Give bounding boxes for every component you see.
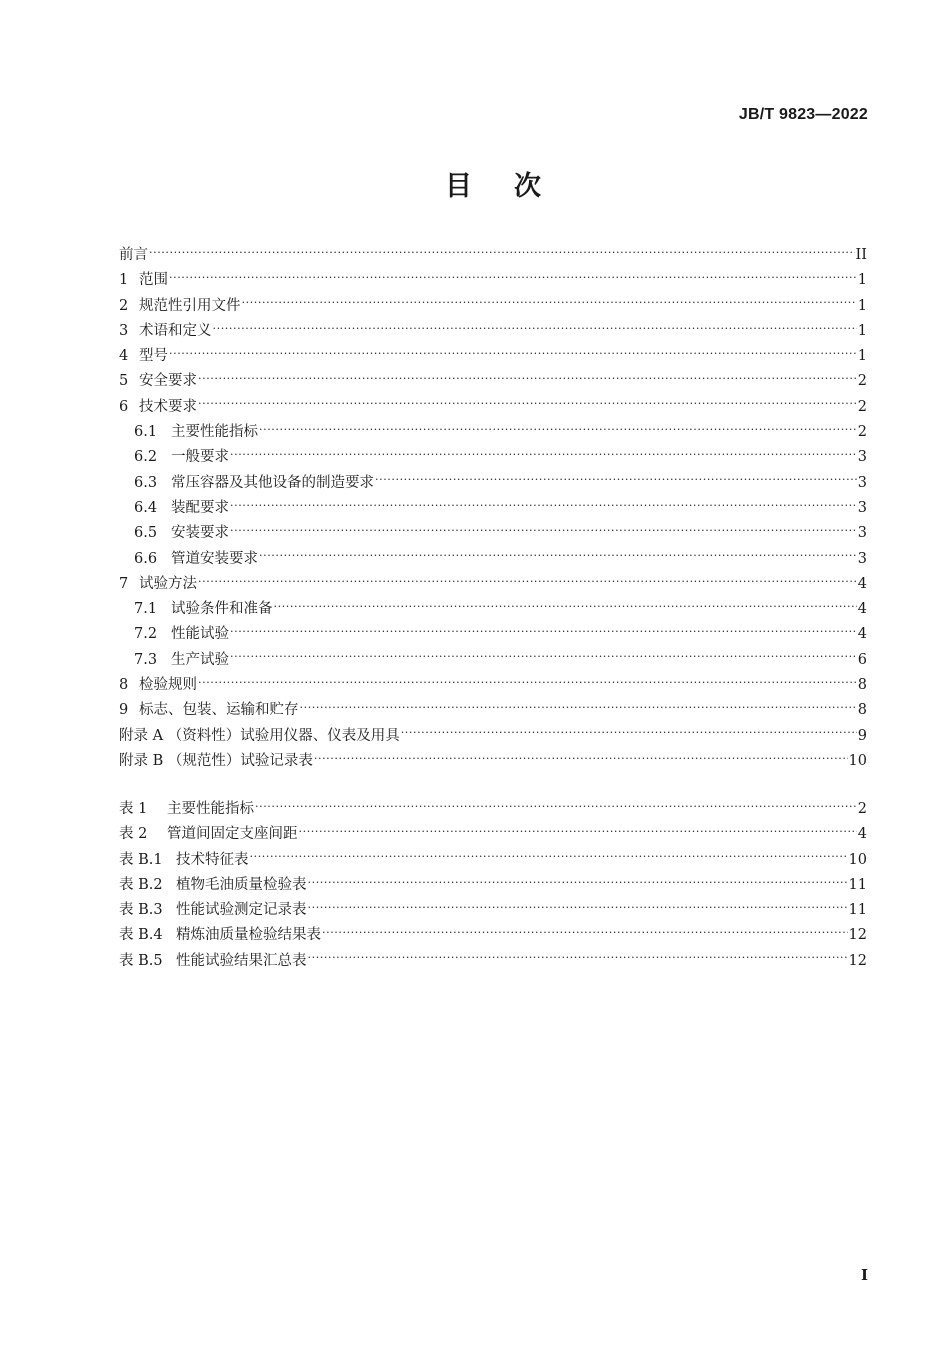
dot-leader — [375, 475, 857, 487]
toc-entry-page: 2 — [857, 801, 867, 817]
toc-entry[interactable] — [119, 294, 867, 319]
dot-leader — [274, 601, 857, 613]
toc-entry-label: 精炼油质量检验结果表 — [176, 927, 321, 944]
toc-entry[interactable] — [119, 848, 867, 873]
toc-entry[interactable] — [119, 420, 867, 445]
page-number: I — [860, 1266, 868, 1284]
toc-entry-page: 1 — [857, 322, 867, 339]
toc-entry-number: 表 B.5 — [119, 952, 163, 969]
toc-entry-label: 生产试验 — [171, 651, 229, 668]
toc-entry-page: 10 — [848, 851, 867, 868]
dot-leader — [259, 551, 857, 563]
toc-entry-page: 1 — [857, 272, 867, 289]
toc-entry[interactable] — [119, 344, 867, 369]
toc-entry[interactable] — [119, 698, 867, 723]
toc-entry[interactable] — [119, 822, 867, 847]
toc-entry-label: 装配要求 — [171, 499, 229, 516]
toc-entry-number: 表 1 — [119, 801, 148, 817]
toc-entry[interactable] — [119, 572, 867, 597]
toc-entry-page: 10 — [848, 752, 867, 769]
toc-entry-page: 2 — [857, 373, 867, 390]
toc-entry-page: 3 — [857, 525, 867, 542]
toc-entry-page: 12 — [848, 952, 867, 969]
toc-entry-number: 1 — [119, 272, 129, 289]
toc-entry[interactable] — [119, 521, 867, 546]
toc-entry-number: 6.5 — [134, 525, 158, 542]
dot-leader — [230, 449, 857, 461]
toc-entry-number: 3 — [119, 322, 129, 339]
toc-entry-page: 3 — [857, 550, 867, 567]
toc-entry-label: 一般要求 — [171, 449, 229, 466]
dot-leader — [169, 272, 857, 284]
toc-entry-page: 6 — [857, 651, 867, 668]
toc-entry[interactable] — [119, 547, 867, 572]
toc-entry-label: 安全要求 — [139, 373, 197, 390]
toc-entry-page: 2 — [857, 424, 867, 441]
toc-entry-label: 性能试验 — [171, 626, 229, 643]
toc-entry-label: 主要性能指标 — [171, 424, 258, 441]
toc-entry-number: 8 — [119, 677, 129, 694]
toc-entry-label: 性能试验结果汇总表 — [176, 952, 307, 969]
toc-entry-label: 管道间固定支座间距 — [167, 826, 298, 843]
dot-leader — [314, 753, 848, 765]
toc-entry-number: 6.1 — [134, 424, 158, 441]
title-char-2: 次 — [514, 171, 541, 202]
toc-entry-number: 表 2 — [119, 826, 148, 843]
dot-leader — [259, 424, 857, 436]
toc-entry-page: 9 — [857, 727, 867, 744]
toc-entry-label: 型号 — [139, 348, 168, 365]
toc-entry-label: 规范性引用文件 — [139, 297, 241, 314]
toc-entry-label: 附录 A （资料性）试验用仪器、仪表及用具 — [119, 727, 400, 744]
toc-entry-page: 4 — [857, 826, 867, 843]
toc-entry[interactable] — [119, 395, 867, 420]
toc-entry[interactable] — [119, 923, 867, 948]
toc-entry[interactable] — [119, 898, 867, 923]
toc-entry-number: 6.2 — [134, 449, 158, 466]
dot-leader — [401, 728, 857, 740]
toc-entry-number: 表 B.4 — [119, 927, 163, 944]
dot-leader — [198, 576, 857, 588]
toc-entry-number: 9 — [119, 702, 129, 719]
dot-leader — [149, 247, 855, 259]
dot-leader — [169, 348, 857, 360]
toc-entry[interactable] — [119, 445, 867, 470]
dot-leader — [308, 877, 848, 889]
toc-entry[interactable] — [119, 673, 867, 698]
toc-entry-label: 检验规则 — [139, 677, 197, 694]
toc-entry-number: 7.2 — [134, 626, 158, 643]
toc-entry-page: 8 — [857, 702, 867, 719]
table-list — [119, 797, 867, 974]
dot-leader — [250, 852, 848, 864]
title-char-1: 目 — [445, 171, 472, 202]
dot-leader — [230, 652, 857, 664]
dot-leader — [213, 323, 857, 335]
dot-leader — [308, 953, 848, 965]
toc-entry-page: 4 — [857, 575, 867, 592]
toc-entry-label: 管道安装要求 — [171, 550, 258, 567]
toc-entry[interactable] — [119, 622, 867, 647]
toc-entry-number: 4 — [119, 348, 129, 365]
toc-entry[interactable] — [119, 268, 867, 293]
toc-entry-page: 11 — [848, 902, 867, 919]
dot-leader — [230, 626, 857, 638]
toc-entry[interactable] — [119, 749, 867, 774]
toc-entry-page: 2 — [857, 398, 867, 415]
toc-entry-page: 3 — [857, 449, 867, 466]
toc-entry-label: 术语和定义 — [139, 322, 212, 339]
toc-entry-label: 标志、包装、运输和贮存 — [139, 702, 299, 719]
toc-entry[interactable] — [119, 873, 867, 898]
toc-entry-page: 12 — [848, 927, 867, 944]
toc-entry[interactable] — [119, 724, 867, 749]
toc-entry[interactable] — [119, 369, 867, 394]
toc-entry-number: 表 B.3 — [119, 902, 163, 919]
toc-entry[interactable] — [119, 597, 867, 622]
dot-leader — [230, 525, 857, 537]
toc-entry-page: 3 — [857, 499, 867, 516]
toc-entry-number: 7.1 — [134, 601, 158, 618]
toc-entry-number: 5 — [119, 373, 129, 390]
toc-entry-page: 3 — [857, 474, 867, 491]
toc-entry[interactable] — [119, 319, 867, 344]
toc-entry-number: 7 — [119, 575, 129, 592]
standard-code: JB/T 9823—2022 — [738, 106, 868, 123]
toc-entry-number: 6 — [119, 398, 129, 415]
toc-entry-label: 主要性能指标 — [167, 801, 254, 817]
toc-entry-label: 技术要求 — [139, 398, 197, 415]
dot-leader — [242, 298, 857, 310]
dot-leader — [198, 677, 857, 689]
dot-leader — [322, 927, 848, 939]
toc-entry-page: II — [855, 247, 867, 263]
toc-entry-label: 附录 B （规范性）试验记录表 — [119, 752, 313, 769]
toc-entry[interactable] — [119, 243, 867, 268]
toc-entry-page: 11 — [848, 876, 867, 893]
toc-entry-label: 试验方法 — [139, 575, 197, 592]
toc-entry-number: 7.3 — [134, 651, 158, 668]
toc-entry-page: 4 — [857, 601, 867, 618]
toc-entry-label: 技术特征表 — [176, 851, 249, 868]
dot-leader — [230, 500, 857, 512]
toc-entry[interactable] — [119, 496, 867, 521]
dot-leader — [198, 373, 857, 385]
toc-entry-page: 8 — [857, 677, 867, 694]
toc-list — [119, 243, 867, 774]
dot-leader — [308, 902, 848, 914]
toc-entry-label: 范围 — [139, 272, 168, 289]
toc-entry[interactable] — [119, 648, 867, 673]
toc-entry[interactable] — [119, 471, 867, 496]
toc-entry-page: 1 — [857, 348, 867, 365]
toc-entry-label: 前言 — [119, 247, 148, 263]
toc-entry-number: 6.6 — [134, 550, 158, 567]
toc-entry-page: 1 — [857, 297, 867, 314]
dot-leader — [255, 801, 857, 813]
toc-entry-number: 6.3 — [134, 474, 158, 491]
dot-leader — [300, 702, 857, 714]
toc-entry-number: 表 B.1 — [119, 851, 163, 868]
toc-entry-label: 试验条件和准备 — [171, 601, 273, 618]
toc-entry-label: 常压容器及其他设备的制造要求 — [171, 474, 374, 491]
toc-entry-number: 表 B.2 — [119, 876, 163, 893]
toc-entry-label: 性能试验测定记录表 — [176, 902, 307, 919]
toc-entry[interactable] — [119, 949, 867, 974]
page-title — [0, 164, 950, 203]
dot-leader — [198, 399, 857, 411]
toc-entry-number: 6.4 — [134, 499, 158, 516]
toc-entry-label: 安装要求 — [171, 525, 229, 542]
toc-entry-page: 4 — [857, 626, 867, 643]
dot-leader — [299, 826, 857, 838]
toc-entry-number: 2 — [119, 297, 129, 314]
toc-entry[interactable] — [119, 797, 867, 822]
toc-entry-label: 植物毛油质量检验表 — [176, 876, 307, 893]
